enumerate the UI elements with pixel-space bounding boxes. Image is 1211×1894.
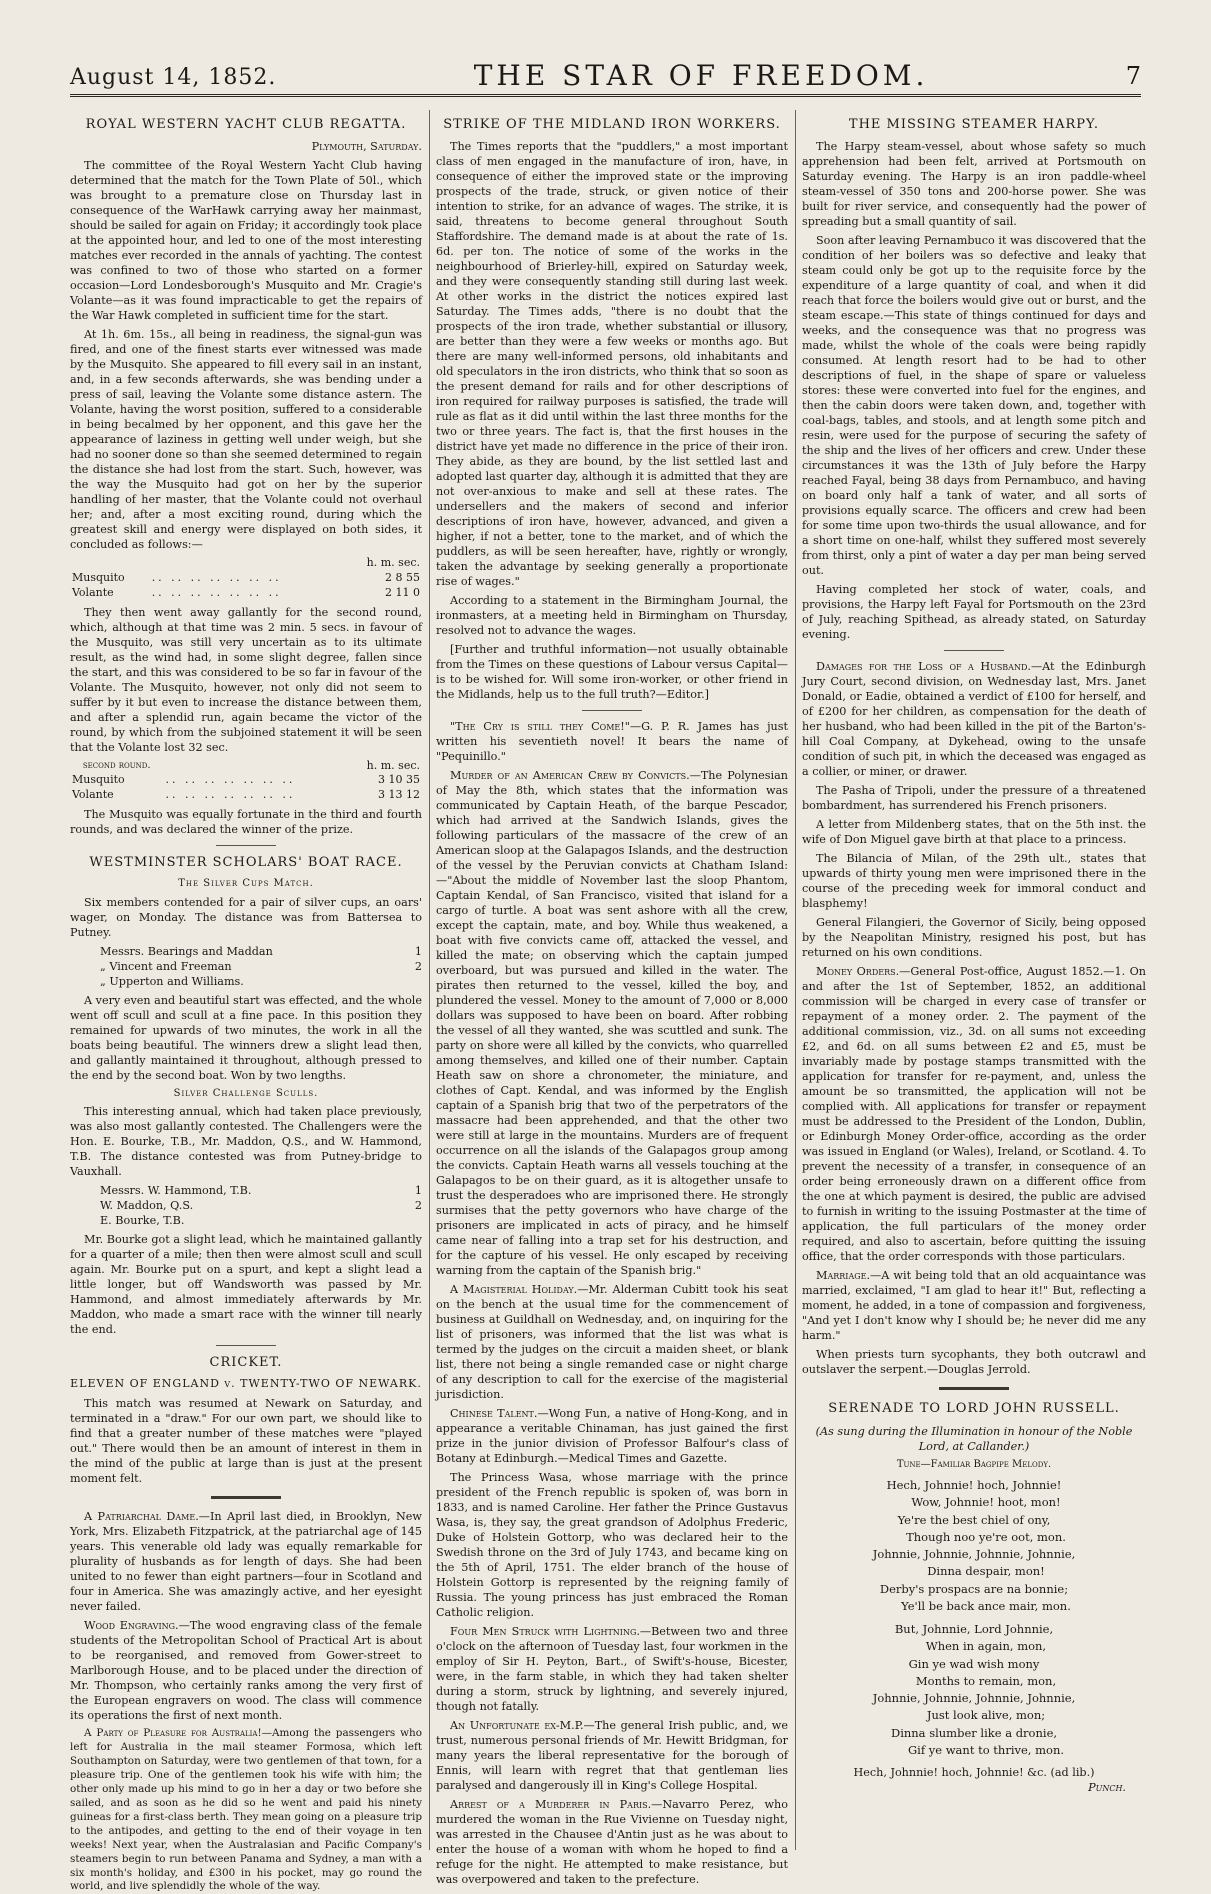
article-title: STRIKE OF THE MIDLAND IRON WORKERS. xyxy=(443,117,781,132)
article-title: THE MISSING STEAMER HARPY. xyxy=(848,117,1100,132)
news-item: When priests turn sycophants, they both outcrawl and outslaver the serpent.—Douglas Jerrold. xyxy=(802,1348,1146,1377)
news-item: Arrest of a Murderer in Paris.—Navarro Perez, who murdered the woman in the Rue Vivienne on Tuesday night, was arrested in the Chausee d'Antin just as he was about to enter the house of a woman with whom he hoped to find a refuge for the night. He attempted to make resistance, but was overpowered and taken to the prefecture. xyxy=(436,1798,789,1887)
paragraph: This match was resumed at Newark on Saturday, and terminated in a "draw." For our own part, we should like to find that a greater number of these matches were "played out." There would then be an amount of interest in them in the mind of the public at large than is just at the present moment felt. xyxy=(70,1397,422,1486)
tune-note: Tune—Familiar Bagpipe Melody. xyxy=(896,1458,1052,1470)
poem-stanza: But, Johnnie, Lord Johnnie, When in again, mon, Gin ye wad wish mony Months to remain, mon, Johnnie, Johnnie, Johnnie, Johnnie, Just look alive, mon; Dinna slumber like a dronie, Gif ye want to thrive, mon. xyxy=(872,1622,1076,1757)
table-header: h. m. sec. xyxy=(366,758,420,772)
news-item: Wood Engraving.—The wood engraving class of the female students of the Metropolitan School of Practical Art is about to be reorganised, and removed from Gower-street to Marlborough House, and to be placed under the direction of Mr. Thompson, who certainly ranks among the very first of the European engravers on wood. The class will commence its operations the first of next month. xyxy=(70,1619,422,1723)
news-item: Damages for the Loss of a Husband.—At the Edinburgh Jury Court, second division, on Wednesday last, Mrs. Janet Donald, or Eadie, obtained a verdict of £100 for herself, and of £200 for her children, as compensation for the death of her husband, who had been killed in the pit of the Barton's-hill Coal Company, at Dykehead, owing to the unsafe condition of such pit, in which the deceased was engaged as a collier, or miner, or drawer. xyxy=(802,660,1146,779)
paragraph: A very even and beautiful start was effected, and the whole went off scull and scull at a fine pace. In this position they remained for upwards of two minutes, the work in all the boats being beautiful. The winners drew a slight lead then, and gallantly maintained it throughout, although pressed to the end by the second boat. Won by two lengths. xyxy=(70,993,422,1082)
news-item: A Patriarchal Dame.—In April last died, in Brooklyn, New York, Mrs. Elizabeth Fitzpatrick, at the patriarchal age of 145 years. This venerable old lady was equally remarkable for plurality of husbands as for length of days. She had been united to no fewer than eight partners—four in Scotland and four in America. She was amazingly active, and her eyesight never failed. xyxy=(70,1510,422,1614)
list-item: W. Maddon, Q.S. 2 xyxy=(100,1199,422,1212)
results-list xyxy=(100,1183,422,1228)
poem-stanza: Hech, Johnnie! hoch, Johnnie! Wow, Johnnie! hoot, mon! Ye're the best chiel of ony, Though noo ye're oot, mon. Johnnie, Johnnie, Johnnie, Johnnie, Dinna despair, mon! Derby's prospacs are na bonnie; Ye'll be back ance mair, mon. xyxy=(872,1478,1076,1613)
paragraph: The Times reports that the "puddlers," a most important class of men engaged in the manufacture of iron, have, in consequence of either the improved state or the improving prospects of the trade, struck, or given notice of their intention to strike, for an advance of wages. The strike, it is said, threatens to become general throughout South Staffordshire. The demand made is at about the rate of 1s. 6d. per ton. The notice of some of the works in the neighbourhood of Brierley-hill, expired on Saturday week, and they were consequently standing still during last week. At other works in the district the notices expired last Saturday. The Times adds, "there is no doubt that the prospects of the iron trade, whether substantial or illusory, are better than they were a few weeks or months ago. But there are many well-informed persons, old inhabitants and old speculators in the iron districts, who think that so soon as the present demand for rails and for other descriptions of iron required for railway purposes is satisfied, the trade will rule as flat as it did until within the last three months for the two or three years. The fact is, that the first houses in the district have yet made no difference in the price of their iron. They abide, as they are bound, by the list settled last and adopted last quarter day, although it is admitted that they are not over-anxious to make and sell at these rates. The undersellers and the makers of second and inferior descriptions of iron have, however, advanced, and given a higher, if not a better, tone to the market, and of which the puddlers, as will be seen hereafter, have, rightly or wrongly, taken the advantage by seeking generally a proportionate rise of wages." xyxy=(436,140,788,589)
list-item: Messrs. Bearings and Maddan 1 xyxy=(100,944,422,958)
page-number: 7 xyxy=(1125,62,1141,90)
news-item: General Filangieri, the Governor of Sicily, being opposed by the Neapolitan Ministry, resigned his post, but has returned on his own conditions. xyxy=(802,916,1146,960)
divider xyxy=(216,845,276,846)
paragraph: The Musquito was equally fortunate in the third and fourth rounds, and was declared the winner of the prize. xyxy=(70,807,422,836)
list-item: Messrs. W. Hammond, T.B. 1 xyxy=(100,1184,422,1197)
article-subtitle: The Silver Cups Match. xyxy=(178,878,314,890)
paragraph: [Further and truthful information—not usually obtainable from the Times on these questions of Labour versus Capital—is to be wished for. Will some iron-worker, or other friend in the Midlands, help us to the full truth?—Editor.] xyxy=(436,643,788,702)
article-subtitle: (As sung during the Illumination in honour of the Noble Lord, at Callander.) xyxy=(815,1424,1133,1453)
divider xyxy=(939,1387,1009,1390)
news-item: The Pasha of Tripoli, under the pressure of a threatened bombardment, has surrendered his French prisoners. xyxy=(802,784,1146,813)
column-3 xyxy=(802,110,1146,1860)
divider xyxy=(211,1496,281,1499)
paragraph: According to a statement in the Birmingham Journal, the ironmasters, at a meeting held in Birmingham on Thursday, resolved not to advance the wages. xyxy=(436,594,788,638)
news-item: An Unfortunate ex-M.P.—The general Irish public, and, we trust, numerous personal friends of Mr. Hewitt Bridgman, for many years the liberal representative for the borough of Ennis, will learn with regret that that gentleman lies paralysed and dangerously ill in King's College Hospital. xyxy=(436,1719,788,1793)
paragraph: The Harpy steam-vessel, about whose safety so much apprehension had been felt, arrived at Portsmouth on Saturday evening. The Harpy is an iron paddle-wheel steam-vessel of 350 tons and 200-horse power. She was built for river service, and consequently had the power of spreading but a small quantity of sail. xyxy=(802,140,1146,229)
news-item: "The Cry is still they Come!"—G. P. R. James has just written his seventieth novel! It bears the name of "Pequinillo." xyxy=(436,720,788,764)
poem-closing: Hech, Johnnie! hoch, Johnnie! &c. (ad lib.) xyxy=(853,1766,1095,1780)
article-subtitle: ELEVEN OF ENGLAND v. TWENTY-TWO OF NEWARK. xyxy=(70,1377,422,1391)
table-row: Volante .. .. .. .. .. .. .. 2 11 0 xyxy=(72,585,420,599)
news-item: A Party of Pleasure for Australia!—Among the passengers who left for Australia in the mail steamer Formosa, which left Southampton on Saturday, were two gentlemen of that town, for a pleasure trip. One of the gentlemen took his wife with him; the other only made up his mind to go in her a day or two before she sailed, and as soon as he did so he went and paid his ninety guineas for a first-class berth. They mean going on a pleasure trip to the antipodes, and getting to the end of their voyage in ten weeks! Next year, when the Australasian and Pacific Company's steamers begin to run between Panama and Sydney, a man with a six month's holiday, and £300 in his pocket, may go round the world, and live splendidly the whole of the way. xyxy=(70,1727,422,1893)
divider xyxy=(216,1345,276,1346)
issue-date: August 14, 1852. xyxy=(70,65,277,90)
masthead xyxy=(70,54,1141,97)
paragraph: At 1h. 6m. 15s., all being in readiness, the signal-gun was fired, and one of the finest starts ever witnessed was made by the Musquito. She appeared to fill every sail in an instant, and, in a few seconds afterwards, she was bending under a press of sail, leaving the Volante some distance astern. The Volante, having the worst position, suffered to a considerable in being becalmed by her opponent, and this gave her the appearance of laziness in getting well under weigh, but she had no sooner done so than she seemed determined to regain the distance she had lost from the start. Such, however, was the way the Musquito had got on her by the superior handling of her master, that the Volante could not overhaul her; and, after a most exciting round, during which the greatest skill and energy were displayed on both sides, it concluded as follows:— xyxy=(70,328,422,552)
news-item: A Magisterial Holiday.—Mr. Alderman Cubitt took his seat on the bench at the usual time for the commencement of business at Guildhall on Wednesday, and, on inquiring for the list of prisoners, was informed that the list was what is termed by the judges on the circuit a maiden sheet, or blank list, there not being a single remanded case or night charge of any description to call for the exercise of the magisterial jurisdiction. xyxy=(436,1283,788,1402)
article-title: WESTMINSTER SCHOLARS' BOAT RACE. xyxy=(89,854,403,870)
table-header: h. m. sec. xyxy=(366,556,420,570)
article-title: CRICKET. xyxy=(209,1355,283,1370)
paragraph: Mr. Bourke got a slight lead, which he maintained gallantly for a quarter of a mile; then then were almost scull and scull again. Mr. Bourke put on a spurt, and kept a slight lead a little longer, but off Wandsworth was passed by Mr. Hammond, and almost immediately afterwards by Mr. Maddon, who made a smart race with the winner till nearly the end. xyxy=(70,1233,422,1336)
list-item: E. Bourke, T.B. xyxy=(100,1214,185,1227)
news-item: A letter from Mildenberg states, that on the 5th inst. the wife of Don Miguel gave birth at that place to a princess. xyxy=(802,818,1146,847)
news-item: Marriage.—A wit being told that an old acquaintance was married, exclaimed, "I am glad to hear it!" But, reflecting a moment, he added, in a tone of compassion and forgiveness, "And yet I don't know why I should be; he never did me any harm." xyxy=(802,1269,1146,1343)
column-2 xyxy=(436,110,789,1887)
article-subtitle: Silver Challenge Sculls. xyxy=(173,1087,319,1099)
paragraph: Soon after leaving Pernambuco it was discovered that the condition of her boilers was so defective and leaky that steam could only be got up to the requisite force by the expenditure of a large quantity of coal, and when it did reach that force the boilers would give out or burst, and the steam escape.—This state of things continued for days and weeks, and the consequence was that no progress was made, whilst the whole of the coals were being rapidly consumed. At length resort had to be had to other descriptions of fuel, in the shape of spare or valueless stores: these were converted into fuel for the engines, and then the cabin doors were taken down, and, together with coal-bags, tables, and stools, and at length some pitch and resin, were used for the purpose of securing the safety of the ship and the lives of her officers and crew. Under these circumstances it was the 13th of July before the Harpy reached Fayal, being 38 days from Pernambuco, and having on board only half a tank of water, and all sorts of provisions equally scarce. The officers and crew had been for some time upon two-thirds the usual allowance, and for a short time on one-half, whilst they suffered most severely from thirst, only a pint of water a day per man being served out. xyxy=(802,234,1146,578)
list-item: „ Upperton and Williams. xyxy=(100,974,244,988)
news-item: Chinese Talent.—Wong Fun, a native of Hong-Kong, and in appearance a veritable Chinaman, has just gained the first prize in the junior division of Professor Balfour's class of Botany at Edinburgh.—Medical Times and Gazette. xyxy=(436,1407,788,1466)
column-rule xyxy=(429,110,430,1850)
paragraph: They then went away gallantly for the second round, which, although at that time was 2 min. 5 secs. in favour of the Musquito, was still very uncertain as to its ultimate result, as the wind had, in some slight degree, fallen since the start, and this was considered to be so far in favour of the Volante. The Musquito, however, not only did not seem to suffer by it but even to increase the distance between them, and after a splendid run, again became the victor of the round, by which from the subjoined statement it will be seen that the Volante lost 32 sec. xyxy=(70,605,422,754)
table-row: Volante .. .. .. .. .. .. .. 3 13 12 xyxy=(72,788,420,802)
source-credit: Punch. xyxy=(1088,1781,1126,1795)
paragraph: Having completed her stock of water, coals, and provisions, the Harpy left Fayal for Portsmouth on the 23rd of July, reaching Spithead, as already stated, on Saturday evening. xyxy=(802,583,1146,642)
news-item: Murder of an American Crew by Convicts.—The Polynesian of May the 8th, which states that the information was communicated by Captain Heath, of the barque Pescador, which had arrived at the Sandwich Islands, gives the following particulars of the massacre of the crew of an American sloop at the Galapagos Islands, and the destruction of the vessel by the Peruvian convicts at Chatham Island:—"About the middle of November last the sloop Phantom, Captain Kendal, of San Francisco, visited that island for a cargo of turtle. A boat was sent ashore with all the crew, except the captain, mate, and boy. While thus weakened, a boat with five convicts came off, attacked the vessel, and killed the mate; on observing which the captain jumped overboard, but was pursued and killed in the water. The pirates then returned to the vessel, killed the boy, and plundered the vessel. Money to the amount of 7,000 or 8,000 dollars was supposed to have been on board. After robbing the vessel of all they wanted, she was scuttled and sunk. The party on shore were all killed by the convicts, who quarrelled among themselves, and killed one of their number. Captain Heath saw on shore a chronometer, the miniature, and clothes of Capt. Kendal, and was informed by the English captain of a Spanish brig that two of the perpetrators of the massacre had been apprehended, and that the other two were still at large in the mountains. Murders are of frequent occurrence on all the islands of the Galapagos group among the convicts. Captain Heath warns all vessels touching at the Galapagos to be on their guard, as it is altogether unsafe to trust the desperadoes who are imprisoned there. He strongly surmises that the petty governors who have charge of the prisoners are implicated in acts of piracy, and he himself came near of falling into a trap set for his destruction, and for the capture of his vessel. He only escaped by receiving warning from the captain of the Spanish brig." xyxy=(436,769,788,1278)
divider xyxy=(944,650,1004,651)
table-label: second round. xyxy=(82,760,151,772)
article-title: SERENADE TO LORD JOHN RUSSELL. xyxy=(828,1401,1120,1417)
round-table xyxy=(70,556,422,600)
paragraph: The committee of the Royal Western Yacht Club having determined that the match for the Town Plate of 50l., which was brought to a premature close on Thursday last in consequence of the WarHawk carrying away her mainmast, should be sailed for again on Friday; it accordingly took place at the appointed hour, and led to one of the most interesting matches ever recorded in the annals of yachting. The contest was confined to two of those who started on a former occasion—Lord Londesborough's Musquito and Mr. Cragie's Volante—as it was found impracticable to get the repairs of the War Hawk completed in sufficient time for the start. xyxy=(70,159,422,323)
table-row: Musquito .. .. .. .. .. .. .. 2 8 55 xyxy=(72,571,420,585)
news-item: The Bilancia of Milan, of the 29th ult., states that upwards of thirty young men were imprisoned there in the course of the preceding week for immoral conduct and blasphemy! xyxy=(802,852,1146,911)
news-item: The Princess Wasa, whose marriage with the prince president of the French republic is spoken of, was born in 1833, and is named Caroline. Her father the Prince Gustavus Wasa, is, they say, the great grandson of Adolphus Frederic, Duke of Holstein Gottorp, who was declared heir to the Swedish throne on the 3rd of July 1743, and became king on the 5th of April, 1751. The elder branch of the house of Holstein Gottorp is represented by the reigning family of Russia. The young princess has just embraced the Roman Catholic religion. xyxy=(436,1471,788,1620)
article-title: ROYAL WESTERN YACHT CLUB REGATTA. xyxy=(85,117,407,132)
divider xyxy=(582,710,642,711)
results-list xyxy=(100,944,422,989)
column-rule xyxy=(795,110,796,1850)
list-item: „ Vincent and Freeman 2 xyxy=(100,959,422,973)
round-table xyxy=(70,759,422,803)
column-1 xyxy=(70,110,422,1893)
dateline: Plymouth, Saturday. xyxy=(311,140,422,154)
newspaper-title: THE STAR OF FREEDOM. xyxy=(473,59,929,92)
news-item: Money Orders.—General Post-office, August 1852.—1. On and after the 1st of September, 1852, an additional commission will be charged in every case of transfer or repayment of a money order. 2. The payment of the additional commission, viz., 3d. on all sums not exceeding £2, and 6d. on all sums between £2 and £5, must be invariably made by postage stamps transmitted with the application for transfer for re-payment, and, unless the amount be so transmitted, the application will not be complied with. All applications for transfer or repayment must be addressed to the President of the London, Dublin, or Edinburgh Money Order-office, according as the order was issued in England (or Wales), Ireland, or Scotland. 4. To prevent the necessity of a transfer, in consequence of an order being erroneously drawn on a different office from the one at which payment is desired, the public are advised to furnish in writing to the issuing Postmaster at the time of application, the full particulars of the money order required, and also to ascertain, before quitting the issuing office, that the order corresponds with those particulars. xyxy=(802,965,1147,1264)
table-row: Musquito .. .. .. .. .. .. .. 3 10 35 xyxy=(72,773,420,787)
news-item: Four Men Struck with Lightning.—Between two and three o'clock on the afternoon of Tuesday last, four workmen in the employ of Sir H. Peyton, Bart., of Swift's-house, Bicester, were, in the farm stable, in which they had taken shelter during a storm, struck by lightning, and severely injured, though not fatally. xyxy=(436,1625,788,1714)
paragraph: Six members contended for a pair of silver cups, an oars' wager, on Monday. The distance was from Battersea to Putney. xyxy=(70,895,422,939)
paragraph: This interesting annual, which had taken place previously, was also most gallantly contested. The Challengers were the Hon. E. Bourke, T.B., Mr. Maddon, Q.S., and W. Hammond, T.B. The distance contested was from Putney-bridge to Vauxhall. xyxy=(70,1105,422,1178)
